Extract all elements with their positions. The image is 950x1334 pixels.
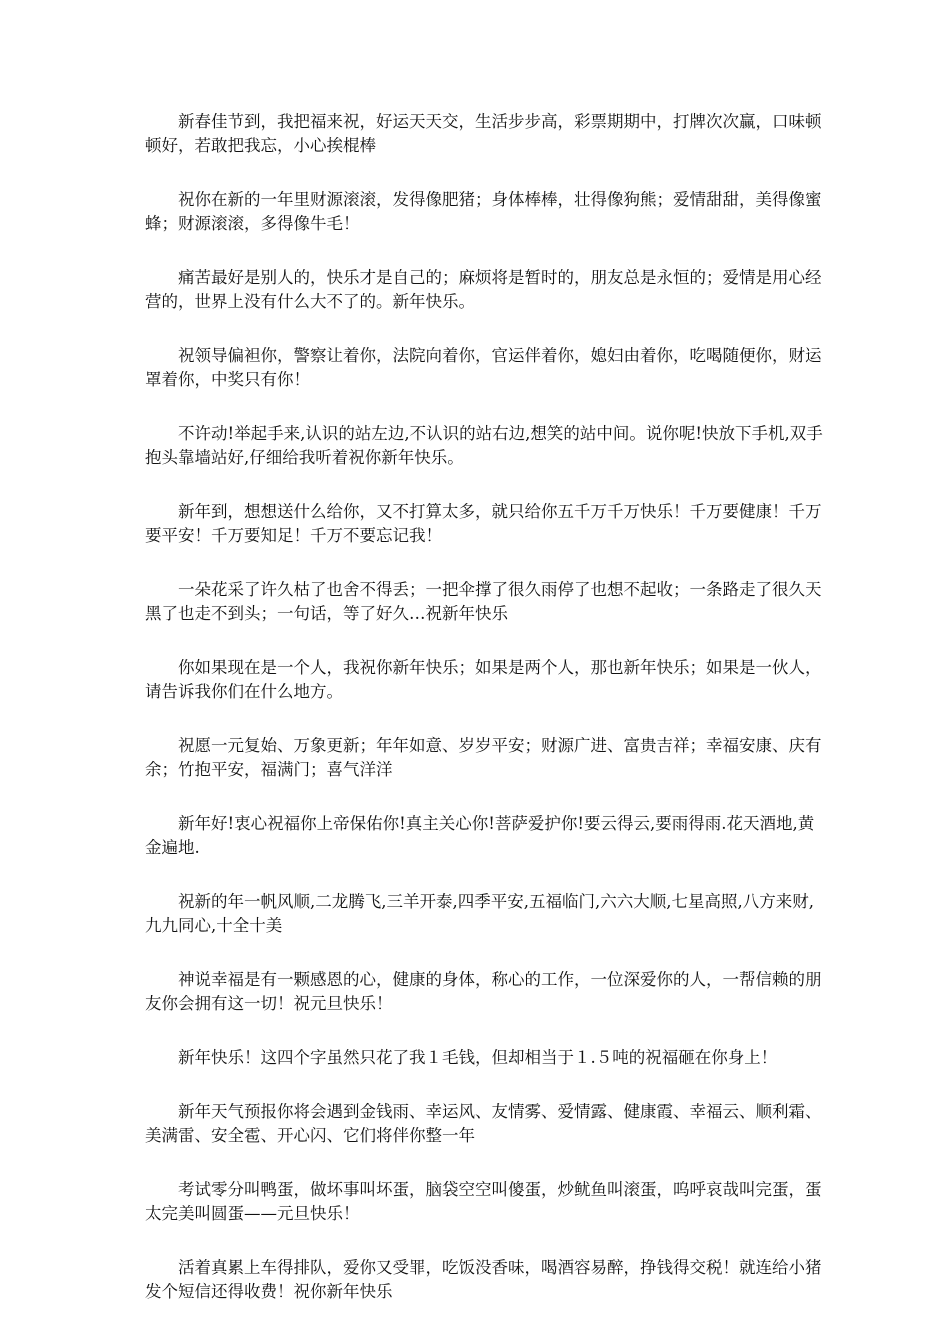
paragraph-3: 痛苦最好是别人的，快乐才是自己的；麻烦将是暂时的，朋友总是永恒的；爱情是用心经营的，世界上没有什么大不了的。新年快乐。 <box>145 268 822 311</box>
paragraph-1: 新春佳节到，我把福来祝，好运天天交，生活步步高，彩票期期中，打牌次次赢，口味顿顿好，若敢把我忘，小心挨棍棒 <box>145 112 822 155</box>
paragraph-11: 祝新的年一帆风顺,二龙腾飞,三羊开泰,四季平安,五福临门,六六大顺,七星高照,八方来财,九九同心,十全十美 <box>145 892 814 935</box>
paragraph-6: 新年到，想想送什么给你，又不打算太多，就只给你五千万千万快乐！千万要健康！千万要平安！千万要知足！千万不要忘记我！ <box>145 502 822 545</box>
paragraph-2: 祝你在新的一年里财源滚滚，发得像肥猪；身体棒棒，壮得像狗熊；爱情甜甜，美得像蜜蜂；财源滚滚，多得像牛毛！ <box>145 190 822 233</box>
paragraph-14: 新年天气预报你将会遇到金钱雨、幸运风、友情雾、爱情露、健康霞、幸福云、顺利霜、美满雷、安全雹、开心闪、它们将伴你整一年 <box>145 1102 822 1145</box>
paragraph-12: 神说幸福是有一颗感恩的心，健康的身体，称心的工作，一位深爱你的人，一帮信赖的朋友你会拥有这一切！祝元旦快乐！ <box>145 970 822 1013</box>
paragraph-9: 祝愿一元复始、万象更新；年年如意、岁岁平安；财源广进、富贵吉祥；幸福安康、庆有余；竹抱平安，福满门；喜气洋洋 <box>145 736 822 779</box>
paragraph-8: 你如果现在是一个人，我祝你新年快乐；如果是两个人，那也新年快乐；如果是一伙人，请告诉我你们在什么地方。 <box>145 658 822 701</box>
paragraph-10: 新年好!衷心祝福你上帝保佑你!真主关心你!菩萨爱护你!要云得云,要雨得雨.花天酒地,黄金遍地. <box>145 814 815 857</box>
paragraph-4: 祝领导偏袒你，警察让着你，法院向着你，官运伴着你，媳妇由着你，吃喝随便你，财运罩着你，中奖只有你！ <box>145 346 822 389</box>
paragraph-16: 活着真累上车得排队，爱你又受罪，吃饭没香味，喝酒容易醉，挣钱得交税！就连给小猪发个短信还得收费！祝你新年快乐 <box>145 1258 822 1301</box>
document-body <box>145 110 825 1334</box>
paragraph-5: 不许动!举起手来,认识的站左边,不认识的站右边,想笑的站中间。说你呢!快放下手机,双手抱头靠墙站好,仔细给我听着祝你新年快乐。 <box>145 424 823 467</box>
paragraph-15: 考试零分叫鸭蛋，做坏事叫坏蛋，脑袋空空叫傻蛋，炒鱿鱼叫滚蛋，呜呼哀哉叫完蛋，蛋太完美叫圆蛋——元旦快乐！ <box>145 1180 822 1223</box>
paragraph-13: 新年快乐！这四个字虽然只花了我１毛钱，但却相当于１.５吨的祝福砸在你身上！ <box>178 1048 778 1067</box>
paragraph-7: 一朵花采了许久枯了也舍不得丢；一把伞撑了很久雨停了也想不起收；一条路走了很久天黑了也走不到头；一句话，等了好久…祝新年快乐 <box>145 580 822 623</box>
